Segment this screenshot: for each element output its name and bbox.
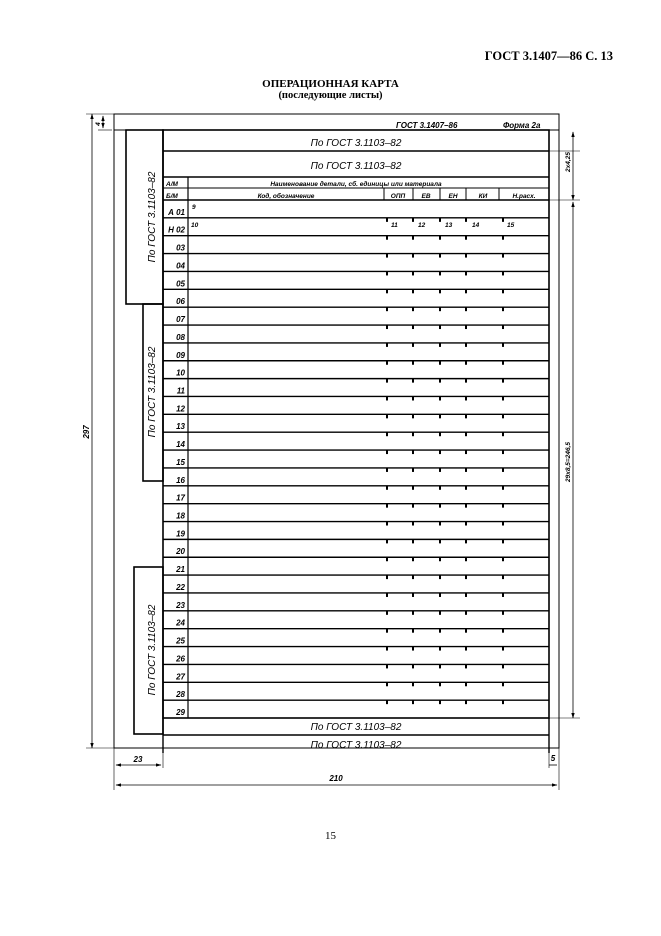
row-label: 18 — [176, 511, 185, 521]
header-en: ЕН — [448, 193, 458, 200]
field-number-9: 9 — [192, 204, 196, 211]
row-labels — [167, 208, 185, 717]
row-label: 15 — [176, 457, 185, 467]
ref-footer-2: По ГОСТ 3.1103–82 — [310, 740, 402, 751]
row-label: 03 — [176, 243, 185, 253]
header-ev: ЕВ — [421, 193, 431, 200]
document-title: ОПЕРАЦИОННАЯ КАРТА — [262, 78, 399, 90]
header-detail-name: Наименование детали, сб. единицы или материала — [270, 181, 442, 188]
row-label: 16 — [176, 475, 185, 485]
page-number: 15 — [325, 830, 336, 842]
row-label: 17 — [176, 493, 185, 503]
row-label: А 01 — [168, 207, 185, 217]
dim-header-height: 2х4,25 — [565, 152, 572, 172]
standard-label: ГОСТ 3.1407–86 — [396, 121, 458, 130]
field-number-14: 14 — [472, 222, 480, 229]
header-opp: ОПП — [390, 193, 406, 200]
row-label: 04 — [176, 261, 185, 271]
side-ref-2: По ГОСТ 3.1103–82 — [147, 346, 158, 438]
document-subtitle: (последующие листы) — [278, 90, 383, 101]
row-label: 23 — [176, 600, 185, 610]
row-label: 29 — [176, 708, 185, 717]
field-number-10: 10 — [191, 222, 199, 229]
dim-width-total: 210 — [329, 774, 343, 783]
row-label: 26 — [176, 654, 185, 664]
header-ki: КИ — [478, 193, 488, 200]
row-label: 09 — [176, 350, 185, 360]
row-label: 06 — [176, 297, 185, 307]
ref-footer-1: По ГОСТ 3.1103–82 — [310, 722, 402, 733]
row-label: 28 — [176, 690, 185, 700]
field-number-15: 15 — [507, 222, 515, 229]
field-number-12: 12 — [418, 222, 426, 229]
dim-height-total: 297 — [82, 425, 91, 439]
row-label: 10 — [176, 368, 185, 378]
column-tick-marks — [387, 218, 503, 704]
row-lines — [163, 218, 549, 700]
row-label: 05 — [176, 279, 185, 289]
side-ref-3: По ГОСТ 3.1103–82 — [147, 604, 158, 696]
row-label: Н 02 — [168, 225, 185, 235]
row-label: 14 — [176, 440, 185, 450]
field-number-13: 13 — [445, 222, 453, 229]
row-label: 22 — [176, 582, 185, 592]
dim-right-margin: 5 — [550, 754, 556, 763]
row-label: 20 — [176, 547, 185, 557]
ref-header-1: По ГОСТ 3.1103–82 — [310, 138, 402, 149]
header-code: Код, обозначение — [257, 193, 315, 200]
row-label: 08 — [176, 332, 185, 342]
row-label: 13 — [176, 422, 185, 432]
row-label: 27 — [176, 672, 185, 682]
row-label: 11 — [176, 386, 185, 396]
row-label: 21 — [176, 565, 185, 575]
row-label: 12 — [176, 404, 185, 414]
dim-left-margin: 23 — [133, 755, 143, 764]
dim-rows-height: 29х8,5=246,5 — [565, 442, 572, 482]
form-label: Форма 2а — [503, 121, 541, 130]
header-am: А/М — [166, 181, 178, 188]
header-bm: Б/М — [166, 193, 178, 200]
side-ref-1: По ГОСТ 3.1103–82 — [147, 171, 158, 263]
ref-header-2: По ГОСТ 3.1103–82 — [310, 161, 402, 172]
row-label: 19 — [176, 529, 185, 539]
header-nrash: Н.расх. — [512, 193, 536, 200]
page-header: ГОСТ 3.1407—86 С. 13 — [484, 49, 613, 63]
row-label: 24 — [176, 618, 185, 628]
field-number-11: 11 — [391, 222, 398, 229]
row-label: 25 — [176, 636, 185, 646]
dim-top: 4 — [95, 122, 102, 126]
row-label: 07 — [176, 315, 185, 325]
